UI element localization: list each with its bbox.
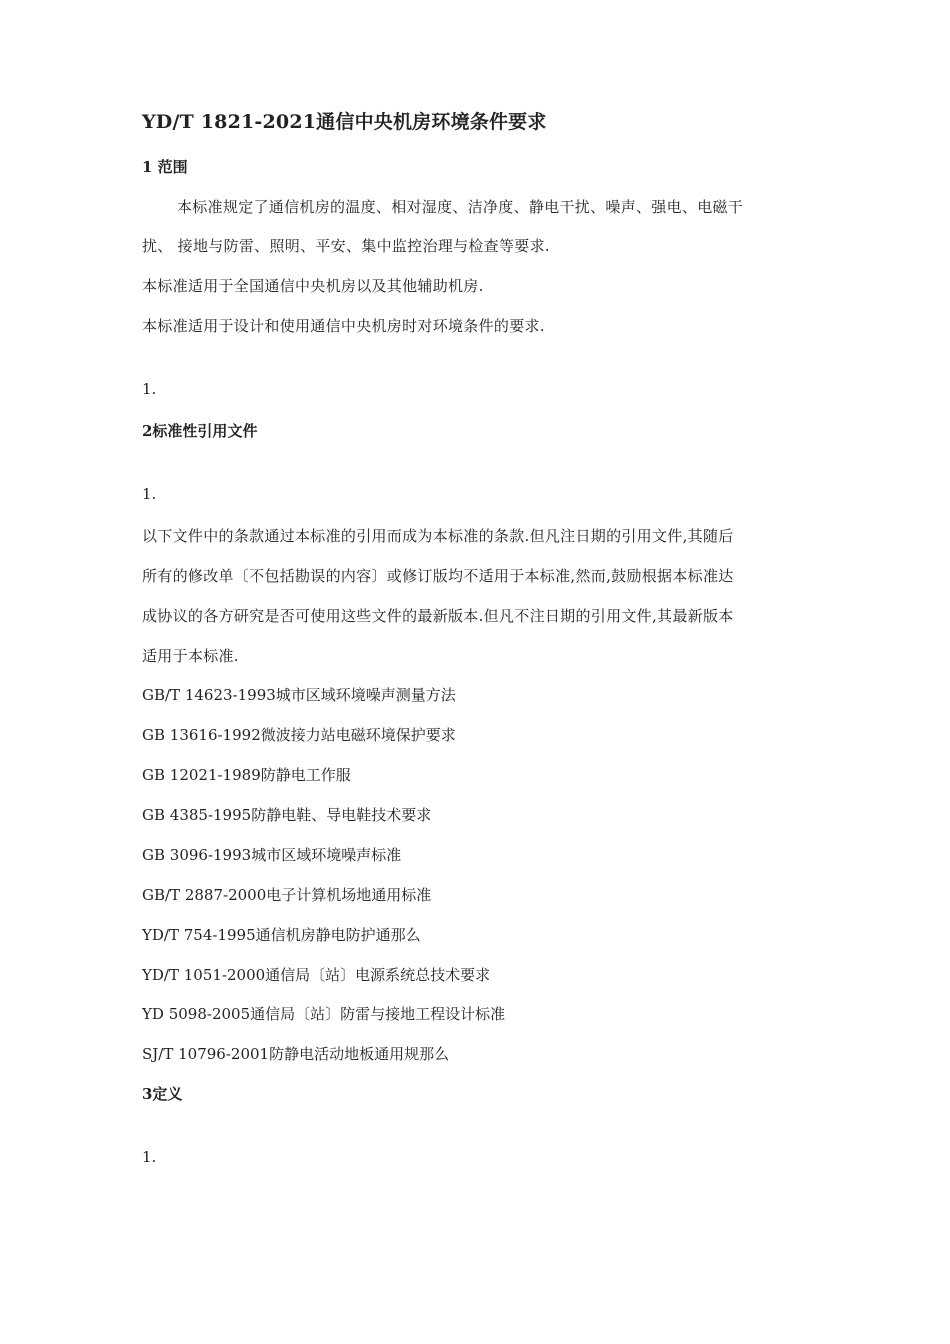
reference-item: GB/T 14623-1993城市区域环境噪声测量方法 <box>142 686 456 704</box>
section-2-paragraph-line: 适用于本标准. <box>142 647 239 665</box>
section-3-heading: 3定义 <box>142 1085 183 1103</box>
section-2-heading: 2标准性引用文件 <box>142 422 258 440</box>
section-1-paragraph-3: 本标准适用于设计和使用通信中央机房时对环境条件的要求. <box>142 317 545 335</box>
section-1-paragraph-2: 本标准适用于全国通信中央机房以及其他辅助机房. <box>142 277 484 295</box>
reference-item: GB/T 2887-2000电子计算机场地通用标准 <box>142 886 432 904</box>
reference-item: YD/T 1051-2000通信局〔站〕电源系统总技术要求 <box>142 966 491 984</box>
section-2-paragraph-line: 成协议的各方研究是否可使用这些文件的最新版本.但凡不注日期的引用文件,其最新版本 <box>142 607 734 625</box>
reference-item: GB 4385-1995防静电鞋、导电鞋技术要求 <box>142 806 432 824</box>
section-2-paragraph-line: 以下文件中的条款通过本标准的引用而成为本标准的条款.但凡注日期的引用文件,其随后 <box>142 527 734 545</box>
reference-item: YD 5098-2005通信局〔站〕防雷与接地工程设计标准 <box>142 1005 506 1023</box>
reference-item: YD/T 754-1995通信机房静电防护通那么 <box>142 926 421 944</box>
reference-item: GB 12021-1989防静电工作服 <box>142 766 351 784</box>
reference-item: SJ/T 10796-2001防静电活动地板通用规那么 <box>142 1045 450 1063</box>
section-1-paragraph-1-line-1: 本标准规定了通信机房的温度、相对湿度、洁净度、静电干扰、噪声、强电、电磁干 <box>177 198 744 216</box>
section-3-list-item: 1. <box>142 1148 157 1166</box>
reference-item: GB 3096-1993城市区域环境噪声标准 <box>142 846 402 864</box>
section-2-list-item: 1. <box>142 485 157 503</box>
reference-item: GB 13616-1992微波接力站电磁环境保护要求 <box>142 726 456 744</box>
document-title: YD/T 1821-2021通信中央机房环境条件要求 <box>142 111 547 133</box>
section-1-heading: 1 范围 <box>142 158 188 176</box>
section-2-paragraph-line: 所有的修改单〔不包括勘误的内容〕或修订版均不适用于本标准,然而,鼓励根据本标准达 <box>142 567 734 585</box>
section-1-paragraph-1-line-2: 扰、 接地与防雷、照明、平安、集中监控治理与检查等要求. <box>142 237 550 255</box>
section-1-list-item: 1. <box>142 380 157 398</box>
